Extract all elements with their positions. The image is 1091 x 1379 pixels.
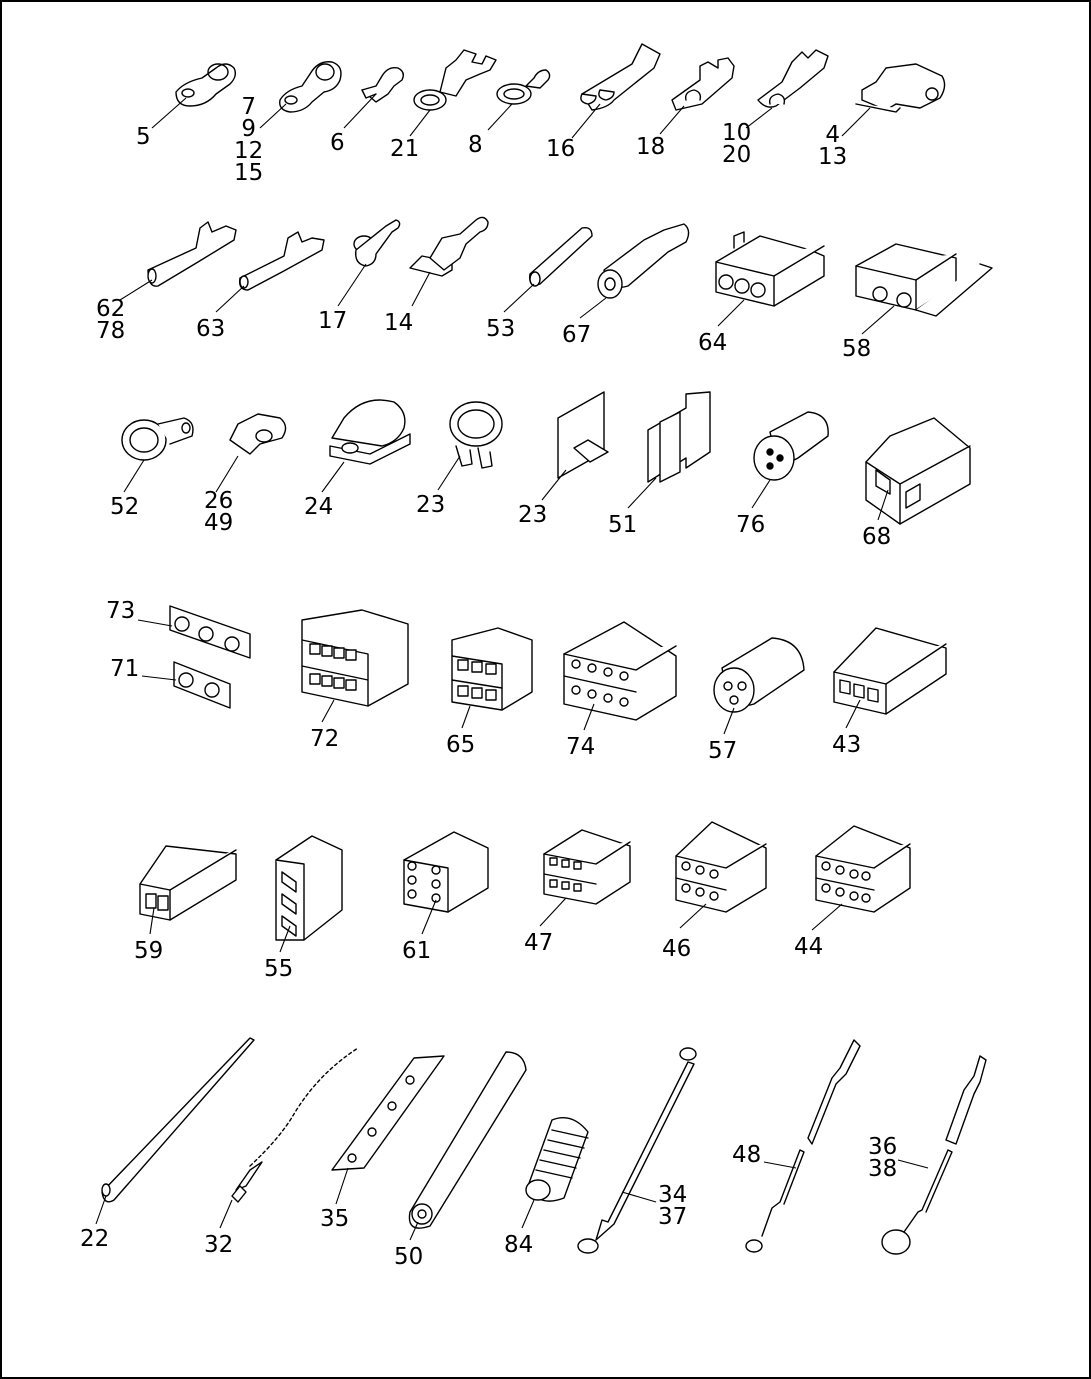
part-connector-61 [404,832,488,912]
callout-64: 64 [698,330,728,356]
callout-7-9-12-15: 7 9 12 15 [234,94,264,186]
callout-55: 55 [264,956,294,982]
part-female-terminal-10 [758,50,828,107]
callout-52: 52 [110,494,140,520]
part-insulated-terminal-4 [856,64,945,112]
callout-47: 47 [524,930,554,956]
callout-58: 58 [842,336,872,362]
callout-23-clip: 23 [518,502,548,528]
part-female-terminal-18 [672,58,734,110]
callout-65: 65 [446,732,476,758]
callout-23-clamp: 23 [416,492,446,518]
part-clamp-23a [450,402,502,468]
callout-50: 50 [394,1244,424,1270]
callout-68: 68 [862,524,892,550]
part-connector-47 [544,830,630,904]
callout-17: 17 [318,308,348,334]
callout-76: 76 [736,512,766,538]
callout-73: 73 [106,598,136,624]
callout-26-49: 26 49 [204,488,234,536]
part-jumper-48 [746,1040,860,1252]
callout-71: 71 [110,656,140,682]
part-connector-58 [856,244,992,316]
callout-18: 18 [636,134,666,160]
part-label-strip-35 [332,1056,444,1170]
callout-24: 24 [304,494,334,520]
part-connector-44 [816,826,910,912]
part-connector-74 [564,622,676,720]
part-ring-terminal-8 [497,70,550,104]
callout-34-37: 34 37 [658,1182,688,1230]
part-block-73 [170,606,250,658]
part-pin-terminal-63 [240,232,324,290]
part-connector-57 [714,638,804,712]
callout-59: 59 [134,938,164,964]
part-clip-24 [330,400,410,464]
part-boot-52 [122,418,193,460]
part-quick-disconnect-16 [581,44,660,110]
part-connector-72 [302,610,408,706]
part-connector-76 [754,412,828,480]
callout-35: 35 [320,1206,350,1232]
callout-53: 53 [486,316,516,342]
callout-8: 8 [468,132,483,158]
part-connector-64 [716,232,824,306]
callout-4-13: 4 13 [818,122,848,170]
part-clamp-26 [230,414,286,454]
callout-62-78: 62 78 [96,296,126,344]
callout-44: 44 [794,934,824,960]
part-ring-terminal-7 [280,62,341,112]
part-connector-65 [452,628,532,710]
part-clip-51 [648,392,710,482]
callout-43: 43 [832,732,862,758]
part-ring-terminal-21 [414,50,496,110]
callout-6: 6 [330,130,345,156]
part-lead-36 [882,1056,986,1254]
callout-67: 67 [562,322,592,348]
part-connector-43 [834,628,946,714]
callout-84: 84 [504,1232,534,1258]
callout-61: 61 [402,938,432,964]
part-spade-terminal-6 [362,68,403,102]
part-spring-84 [526,1118,588,1201]
callout-72: 72 [310,726,340,752]
part-block-71 [174,662,230,708]
part-butt-splice-53 [530,228,592,286]
callout-22: 22 [80,1226,110,1252]
callout-74: 74 [566,734,596,760]
callout-16: 16 [546,136,576,162]
callout-21: 21 [390,136,420,162]
part-flag-terminal-14 [410,217,488,276]
callout-5: 5 [136,124,151,150]
part-pin-terminal-62 [148,222,236,286]
part-terminal-17 [354,220,400,266]
callout-46: 46 [662,936,692,962]
callout-57: 57 [708,738,738,764]
callout-48: 48 [732,1142,762,1168]
part-connector-46 [676,822,766,912]
part-bead-chain-32 [232,1048,358,1202]
callout-51: 51 [608,512,638,538]
part-terminal-67 [598,224,689,298]
callout-14: 14 [384,310,414,336]
part-cable-tie-22 [102,1038,254,1202]
callout-10-20: 10 20 [722,120,752,168]
part-connector-55 [276,836,342,940]
callout-36-38: 36 38 [868,1134,898,1182]
part-clip-23b [558,392,608,478]
callout-63: 63 [196,316,226,342]
callout-32: 32 [204,1232,234,1258]
